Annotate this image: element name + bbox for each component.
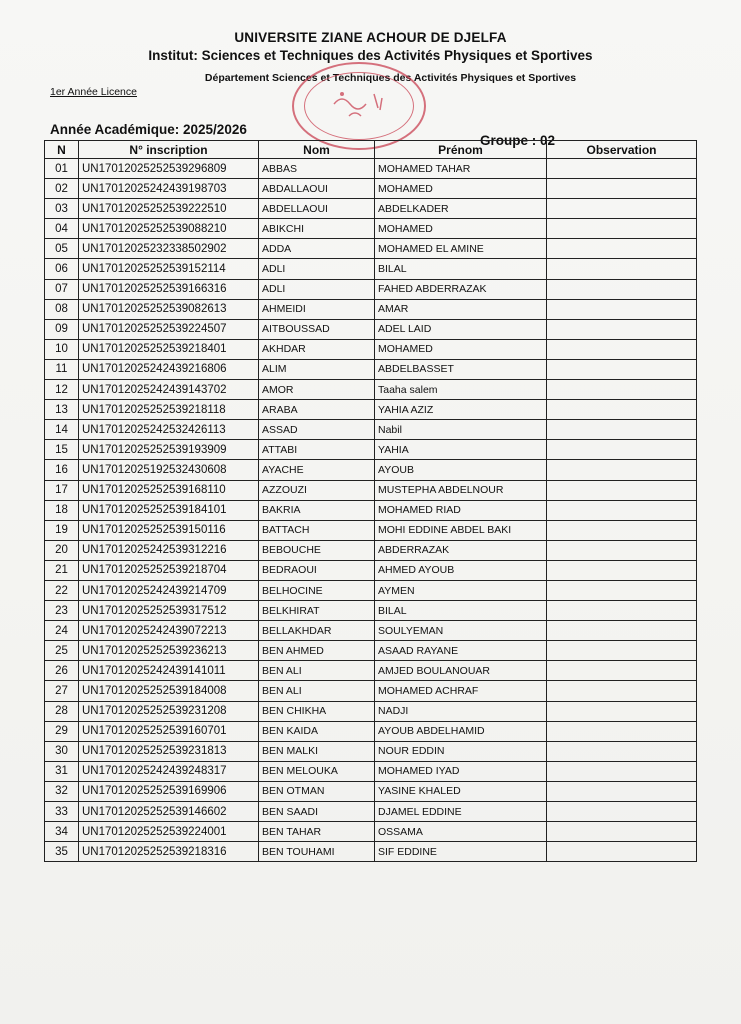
first-name: AYOUB ABDELHAMID bbox=[375, 721, 547, 741]
observation bbox=[547, 802, 697, 822]
table-row bbox=[45, 520, 697, 540]
last-name: BEN AHMED bbox=[259, 641, 375, 661]
row-number: 21 bbox=[45, 560, 79, 580]
row-number: 32 bbox=[45, 781, 79, 801]
last-name: BEN TAHAR bbox=[259, 822, 375, 842]
first-name: ASAAD RAYANE bbox=[375, 641, 547, 661]
last-name: BEN KAIDA bbox=[259, 721, 375, 741]
table-row bbox=[45, 802, 697, 822]
row-number: 10 bbox=[45, 339, 79, 359]
first-name: BILAL bbox=[375, 601, 547, 621]
inscription-number: UN17012025252539160701 bbox=[79, 721, 259, 741]
inscription-number: UN17012025242532426113 bbox=[79, 420, 259, 440]
table-row bbox=[45, 279, 697, 299]
last-name: ASSAD bbox=[259, 420, 375, 440]
inscription-number: UN17012025252539231208 bbox=[79, 701, 259, 721]
observation bbox=[547, 380, 697, 400]
inscription-number: UN17012025252539193909 bbox=[79, 440, 259, 460]
col-header-observation: Observation bbox=[547, 141, 697, 159]
row-number: 28 bbox=[45, 701, 79, 721]
last-name: AHMEIDI bbox=[259, 299, 375, 319]
inscription-number: UN17012025252539224507 bbox=[79, 319, 259, 339]
last-name: ABDALLAOUI bbox=[259, 179, 375, 199]
inscription-number: UN17012025252539222510 bbox=[79, 199, 259, 219]
table-row bbox=[45, 540, 697, 560]
observation bbox=[547, 319, 697, 339]
first-name: AHMED AYOUB bbox=[375, 560, 547, 580]
observation bbox=[547, 560, 697, 580]
observation bbox=[547, 621, 697, 641]
first-name: MOHAMED bbox=[375, 219, 547, 239]
inscription-number: UN17012025252539166316 bbox=[79, 279, 259, 299]
observation bbox=[547, 440, 697, 460]
table-row bbox=[45, 339, 697, 359]
first-name: ABDELKADER bbox=[375, 199, 547, 219]
table-row bbox=[45, 299, 697, 319]
observation bbox=[547, 239, 697, 259]
last-name: ATTABI bbox=[259, 440, 375, 460]
table-row bbox=[45, 400, 697, 420]
table-row bbox=[45, 741, 697, 761]
row-number: 06 bbox=[45, 259, 79, 279]
level-label: 1er Année Licence bbox=[50, 86, 137, 98]
row-number: 02 bbox=[45, 179, 79, 199]
inscription-number: UN17012025242539312216 bbox=[79, 540, 259, 560]
table-row bbox=[45, 601, 697, 621]
last-name: BEN MALKI bbox=[259, 741, 375, 761]
last-name: BAKRIA bbox=[259, 500, 375, 520]
inscription-number: UN17012025232338502902 bbox=[79, 239, 259, 259]
table-row bbox=[45, 420, 697, 440]
row-number: 19 bbox=[45, 520, 79, 540]
last-name: ALIM bbox=[259, 359, 375, 379]
inscription-number: UN17012025252539152114 bbox=[79, 259, 259, 279]
inscription-number: UN17012025252539296809 bbox=[79, 159, 259, 179]
row-number: 20 bbox=[45, 540, 79, 560]
first-name: ADEL LAID bbox=[375, 319, 547, 339]
last-name: BEN CHIKHA bbox=[259, 701, 375, 721]
first-name: MOHAMED bbox=[375, 339, 547, 359]
row-number: 01 bbox=[45, 159, 79, 179]
table-row bbox=[45, 159, 697, 179]
table-row bbox=[45, 681, 697, 701]
first-name: AYOUB bbox=[375, 460, 547, 480]
inscription-number: UN17012025242439198703 bbox=[79, 179, 259, 199]
last-name: AITBOUSSAD bbox=[259, 319, 375, 339]
table-row bbox=[45, 822, 697, 842]
group-label: Groupe : 02 bbox=[480, 133, 556, 148]
row-number: 14 bbox=[45, 420, 79, 440]
first-name: SOULYEMAN bbox=[375, 621, 547, 641]
row-number: 23 bbox=[45, 601, 79, 621]
last-name: AMOR bbox=[259, 380, 375, 400]
inscription-number: UN17012025242439214709 bbox=[79, 580, 259, 600]
observation bbox=[547, 641, 697, 661]
last-name: BELLAKHDAR bbox=[259, 621, 375, 641]
row-number: 11 bbox=[45, 359, 79, 379]
observation bbox=[547, 199, 697, 219]
row-number: 12 bbox=[45, 380, 79, 400]
table-row bbox=[45, 359, 697, 379]
last-name: BATTACH bbox=[259, 520, 375, 540]
row-number: 33 bbox=[45, 802, 79, 822]
observation bbox=[547, 601, 697, 621]
observation bbox=[547, 279, 697, 299]
last-name: BEN TOUHAMI bbox=[259, 842, 375, 862]
row-number: 31 bbox=[45, 761, 79, 781]
inscription-number: UN17012025252539317512 bbox=[79, 601, 259, 621]
row-number: 08 bbox=[45, 299, 79, 319]
inscription-number: UN17012025252539218401 bbox=[79, 339, 259, 359]
last-name: ADDA bbox=[259, 239, 375, 259]
inscription-number: UN17012025192532430608 bbox=[79, 460, 259, 480]
last-name: AKHDAR bbox=[259, 339, 375, 359]
table-row bbox=[45, 239, 697, 259]
table-row bbox=[45, 842, 697, 862]
inscription-number: UN17012025252539236213 bbox=[79, 641, 259, 661]
last-name: AYACHE bbox=[259, 460, 375, 480]
table-row bbox=[45, 380, 697, 400]
last-name: ABIKCHI bbox=[259, 219, 375, 239]
table-row bbox=[45, 621, 697, 641]
table-row bbox=[45, 721, 697, 741]
observation bbox=[547, 339, 697, 359]
row-number: 13 bbox=[45, 400, 79, 420]
inscription-number: UN17012025252539168110 bbox=[79, 480, 259, 500]
observation bbox=[547, 500, 697, 520]
table-row bbox=[45, 500, 697, 520]
table-row bbox=[45, 641, 697, 661]
first-name: YAHIA bbox=[375, 440, 547, 460]
table-row bbox=[45, 440, 697, 460]
first-name: FAHED ABDERRAZAK bbox=[375, 279, 547, 299]
last-name: BELHOCINE bbox=[259, 580, 375, 600]
first-name: MOHAMED RIAD bbox=[375, 500, 547, 520]
observation bbox=[547, 580, 697, 600]
row-number: 15 bbox=[45, 440, 79, 460]
first-name: SIF EDDINE bbox=[375, 842, 547, 862]
observation bbox=[547, 359, 697, 379]
first-name: MOHAMED TAHAR bbox=[375, 159, 547, 179]
last-name: BELKHIRAT bbox=[259, 601, 375, 621]
inscription-number: UN17012025242439143702 bbox=[79, 380, 259, 400]
table-row bbox=[45, 761, 697, 781]
row-number: 04 bbox=[45, 219, 79, 239]
observation bbox=[547, 259, 697, 279]
inscription-number: UN17012025252539169906 bbox=[79, 781, 259, 801]
observation bbox=[547, 540, 697, 560]
last-name: BEDRAOUI bbox=[259, 560, 375, 580]
institute-name: Institut: Sciences et Techniques des Activités Physiques et Sportives bbox=[148, 48, 593, 63]
first-name: AYMEN bbox=[375, 580, 547, 600]
inscription-number: UN17012025252539218704 bbox=[79, 560, 259, 580]
table-row bbox=[45, 580, 697, 600]
table-row bbox=[45, 480, 697, 500]
first-name: MOHAMED IYAD bbox=[375, 761, 547, 781]
first-name: MOHAMED EL AMINE bbox=[375, 239, 547, 259]
last-name: ARABA bbox=[259, 400, 375, 420]
student-list-table bbox=[44, 140, 697, 862]
first-name: YASINE KHALED bbox=[375, 781, 547, 801]
row-number: 26 bbox=[45, 661, 79, 681]
last-name: BEN ALI bbox=[259, 681, 375, 701]
observation bbox=[547, 661, 697, 681]
table-row bbox=[45, 661, 697, 681]
first-name: MOHAMED bbox=[375, 179, 547, 199]
observation bbox=[547, 420, 697, 440]
first-name: MOHAMED ACHRAF bbox=[375, 681, 547, 701]
university-name: UNIVERSITE ZIANE ACHOUR DE DJELFA bbox=[234, 30, 507, 45]
observation bbox=[547, 781, 697, 801]
first-name: YAHIA AZIZ bbox=[375, 400, 547, 420]
first-name: Nabil bbox=[375, 420, 547, 440]
inscription-number: UN17012025252539150116 bbox=[79, 520, 259, 540]
inscription-number: UN17012025252539231813 bbox=[79, 741, 259, 761]
first-name: MUSTEPHA ABDELNOUR bbox=[375, 480, 547, 500]
row-number: 29 bbox=[45, 721, 79, 741]
first-name: DJAMEL EDDINE bbox=[375, 802, 547, 822]
observation bbox=[547, 460, 697, 480]
row-number: 17 bbox=[45, 480, 79, 500]
observation bbox=[547, 681, 697, 701]
row-number: 09 bbox=[45, 319, 79, 339]
first-name: NOUR EDDIN bbox=[375, 741, 547, 761]
last-name: ADLI bbox=[259, 259, 375, 279]
observation bbox=[547, 721, 697, 741]
table-row bbox=[45, 199, 697, 219]
last-name: BEN ALI bbox=[259, 661, 375, 681]
col-header-inscription: N° inscription bbox=[79, 141, 259, 159]
academic-year: Année Académique: 2025/2026 bbox=[50, 122, 247, 137]
first-name: AMJED BOULANOUAR bbox=[375, 661, 547, 681]
table-row bbox=[45, 781, 697, 801]
observation bbox=[547, 741, 697, 761]
table-row bbox=[45, 701, 697, 721]
official-stamp-icon bbox=[292, 62, 426, 150]
observation bbox=[547, 400, 697, 420]
observation bbox=[547, 480, 697, 500]
inscription-number: UN17012025242439216806 bbox=[79, 359, 259, 379]
first-name: ABDELBASSET bbox=[375, 359, 547, 379]
table-row bbox=[45, 319, 697, 339]
row-number: 34 bbox=[45, 822, 79, 842]
observation bbox=[547, 822, 697, 842]
observation bbox=[547, 219, 697, 239]
inscription-number: UN17012025252539224001 bbox=[79, 822, 259, 842]
row-number: 35 bbox=[45, 842, 79, 862]
col-header-n: N bbox=[45, 141, 79, 159]
row-number: 27 bbox=[45, 681, 79, 701]
row-number: 07 bbox=[45, 279, 79, 299]
table-row bbox=[45, 179, 697, 199]
row-number: 24 bbox=[45, 621, 79, 641]
first-name: Taaha salem bbox=[375, 380, 547, 400]
last-name: AZZOUZI bbox=[259, 480, 375, 500]
inscription-number: UN17012025252539218316 bbox=[79, 842, 259, 862]
last-name: BEN OTMAN bbox=[259, 781, 375, 801]
inscription-number: UN17012025252539218118 bbox=[79, 400, 259, 420]
first-name: ABDERRAZAK bbox=[375, 540, 547, 560]
observation bbox=[547, 701, 697, 721]
last-name: BEBOUCHE bbox=[259, 540, 375, 560]
table-row bbox=[45, 560, 697, 580]
last-name: ADLI bbox=[259, 279, 375, 299]
row-number: 18 bbox=[45, 500, 79, 520]
table-header-row bbox=[45, 141, 697, 159]
inscription-number: UN17012025252539082613 bbox=[79, 299, 259, 319]
first-name: OSSAMA bbox=[375, 822, 547, 842]
observation bbox=[547, 520, 697, 540]
row-number: 05 bbox=[45, 239, 79, 259]
inscription-number: UN17012025252539184101 bbox=[79, 500, 259, 520]
first-name: AMAR bbox=[375, 299, 547, 319]
first-name: NADJI bbox=[375, 701, 547, 721]
row-number: 25 bbox=[45, 641, 79, 661]
last-name: ABBAS bbox=[259, 159, 375, 179]
table-row bbox=[45, 259, 697, 279]
first-name: BILAL bbox=[375, 259, 547, 279]
row-number: 03 bbox=[45, 199, 79, 219]
observation bbox=[547, 299, 697, 319]
observation bbox=[547, 761, 697, 781]
first-name: MOHI EDDINE ABDEL BAKI bbox=[375, 520, 547, 540]
inscription-number: UN17012025242439072213 bbox=[79, 621, 259, 641]
observation bbox=[547, 179, 697, 199]
last-name: BEN SAADI bbox=[259, 802, 375, 822]
inscription-number: UN17012025252539184008 bbox=[79, 681, 259, 701]
col-header-prenom: Prénom bbox=[375, 141, 547, 159]
row-number: 22 bbox=[45, 580, 79, 600]
table-row bbox=[45, 219, 697, 239]
observation bbox=[547, 842, 697, 862]
last-name: ABDELLAOUI bbox=[259, 199, 375, 219]
observation bbox=[547, 159, 697, 179]
inscription-number: UN17012025242439248317 bbox=[79, 761, 259, 781]
inscription-number: UN17012025252539146602 bbox=[79, 802, 259, 822]
department-name: Département Sciences et Techniques des Activités Physiques et Sportives bbox=[204, 72, 577, 84]
table-row bbox=[45, 460, 697, 480]
row-number: 16 bbox=[45, 460, 79, 480]
col-header-nom: Nom bbox=[259, 141, 375, 159]
last-name: BEN MELOUKA bbox=[259, 761, 375, 781]
row-number: 30 bbox=[45, 741, 79, 761]
inscription-number: UN17012025252539088210 bbox=[79, 219, 259, 239]
inscription-number: UN17012025242439141011 bbox=[79, 661, 259, 681]
